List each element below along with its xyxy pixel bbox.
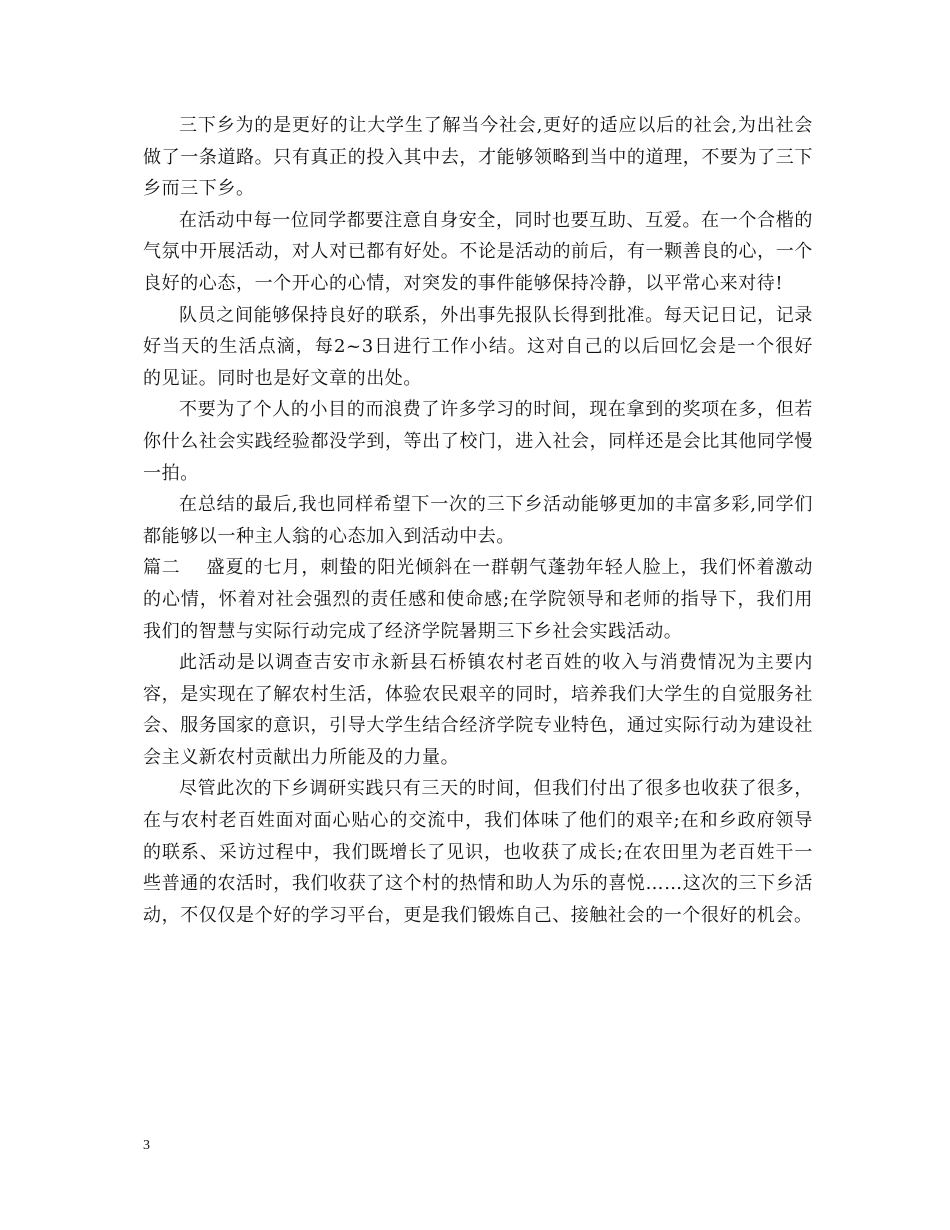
document-body — [143, 110, 813, 931]
paragraph-7: 此活动是以调查吉安市永新县石桥镇农村老百姓的收入与消费情况为主要内容，是实现在了解农村生活，体验农民艰辛的同时，培养我们大学生的自觉服务社会、服务国家的意识，引导大学生结合经济学院专业特色，通过实际行动为建设社会主义新农村贡献出力所能及的力量。 — [143, 652, 813, 768]
page-number: 3 — [143, 1138, 150, 1153]
paragraph-5: 在总结的最后,我也同样希望下一次的三下乡活动能够更加的丰富多彩,同学们都能够以一种主人翁的心态加入到活动中去。 — [143, 494, 813, 547]
paragraph-4: 不要为了个人的小目的而浪费了许多学习的时间，现在拿到的奖项在多，但若你什么社会实践经验都没学到，等出了校门，进入社会，同样还是会比其他同学慢一拍。 — [143, 399, 813, 484]
paragraph-6 — [143, 552, 813, 647]
paragraph-1: 三下乡为的是更好的让大学生了解当今社会,更好的适应以后的社会,为出社会做了一条道路。只有真正的投入其中去，才能够领略到当中的道理，不要为了三下乡而三下乡。 — [143, 115, 813, 200]
paragraph-2: 在活动中每一位同学都要注意自身安全，同时也要互助、互爱。在一个合楷的气氛中开展活动，对人对已都有好处。不论是活动的前后，有一颗善良的心，一个良好的心态，一个开心的心情，对突发的事件能够保持冷静，以平常心来对待! — [143, 209, 813, 294]
paragraph-3: 队员之间能够保持良好的联系，外出事先报队长得到批准。每天记日记，记录好当天的生活点滴，每2~3日进行工作小结。这对自己的以后回忆会是一个很好的见证。同时也是好文章的出处。 — [143, 304, 813, 389]
paragraph-8: 尽管此次的下乡调研实践只有三天的时间，但我们付出了很多也收获了很多，在与农村老百姓面对面心贴心的交流中，我们体味了他们的艰辛;在和乡政府领导的联系、采访过程中，我们既增长了见识，也收获了成长;在农田里为老百姓干一些普通的农活时，我们收获了这个村的热情和助人为乐的喜悦……这次的三下乡活动，不仅仅是个好的学习平台，更是我们锻炼自己、接触社会的一个很好的机会。 — [143, 778, 813, 926]
paragraph-6-text: 盛夏的七月，刺蛰的阳光倾斜在一群朝气蓬勃年轻人脸上，我们怀着激动的心情，怀着对社会强烈的责任感和使命感;在学院领导和老师的指导下，我们用我们的智慧与实际行动完成了经济学院暑期三下乡社会实践活动。 — [143, 557, 813, 642]
section-label: 篇二 — [143, 557, 181, 579]
